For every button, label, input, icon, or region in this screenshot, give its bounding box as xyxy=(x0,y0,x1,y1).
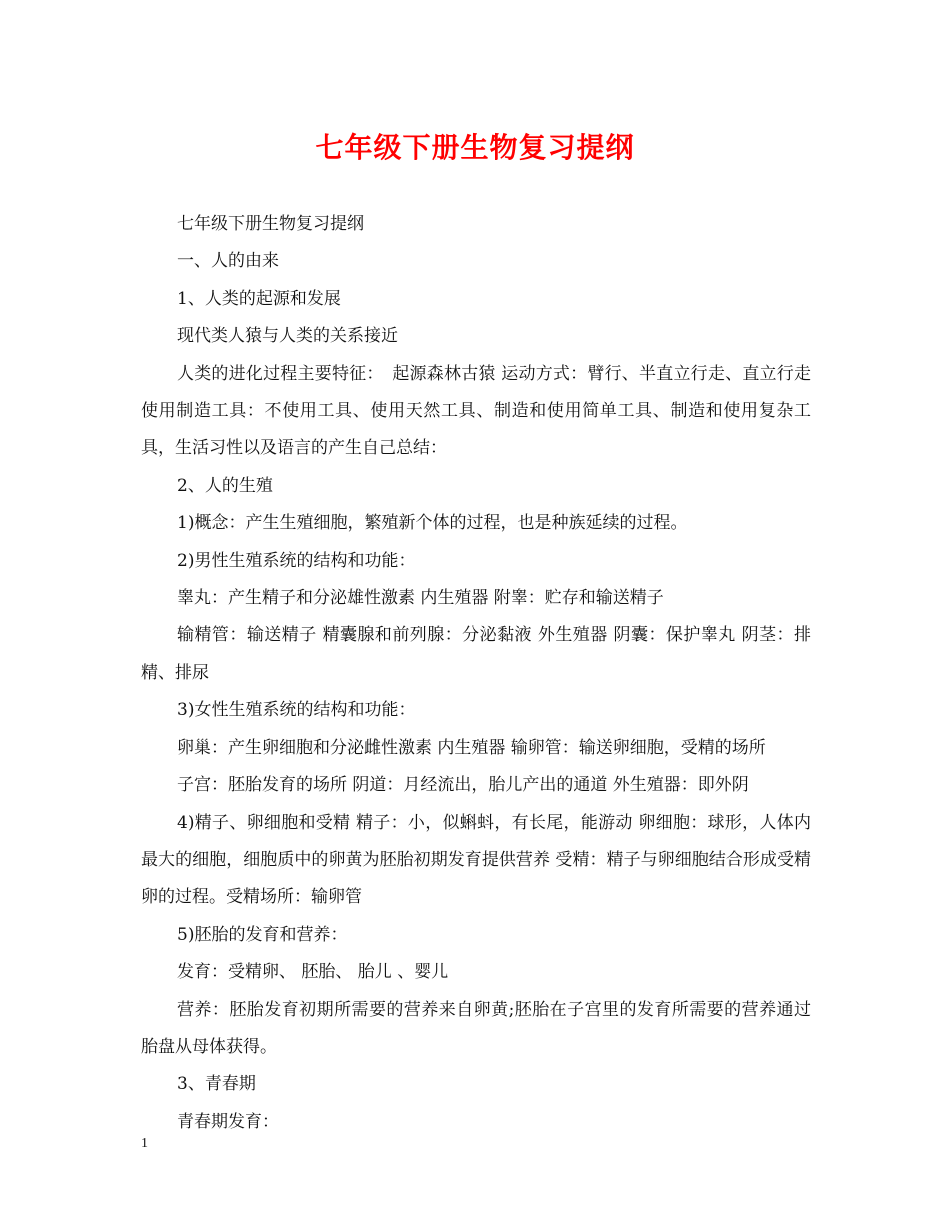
paragraph: 5)胚胎的发育和营养： xyxy=(177,924,348,945)
paragraph: 1、人类的起源和发展 xyxy=(177,288,341,309)
page-number: 1 xyxy=(141,1136,148,1151)
paragraph: 1)概念：产生生殖细胞，繁殖新个体的过程，也是种族延续的过程。 xyxy=(177,513,688,534)
paragraph: 营养：胚胎发育初期所需要的营养来自卵黄;胚胎在子宫里的发育所需要的营养通过胎盘从母体获得。 xyxy=(141,999,811,1057)
paragraph: 3、青春期 xyxy=(177,1074,256,1095)
paragraph: 青春期发育： xyxy=(177,1111,279,1132)
paragraph: 3)女性生殖系统的结构和功能： xyxy=(177,700,416,721)
paragraph: 输精管：输送精子 精囊腺和前列腺：分泌黏液 外生殖器 阴囊：保护睾丸 阴茎：排精、排尿 xyxy=(141,625,811,683)
paragraph: 子宫：胚胎发育的场所 阴道：月经流出，胎儿产出的通道 外生殖器：即外阴 xyxy=(177,775,749,796)
paragraph: 七年级下册生物复习提纲 xyxy=(177,214,364,234)
paragraph: 2、人的生殖 xyxy=(177,475,273,496)
paragraph: 发育：受精卵、 胚胎、 胎儿 、婴儿 xyxy=(177,962,449,983)
paragraph: 2)男性生殖系统的结构和功能： xyxy=(177,550,416,571)
paragraph: 卵巢：产生卵细胞和分泌雌性激素 内生殖器 输卵管：输送卵细胞，受精的场所 xyxy=(177,737,766,758)
paragraph: 4)精子、卵细胞和受精 精子：小，似蝌蚪，有长尾，能游动 卵细胞：球形，人体内最大的细胞，细胞质中的卵黄为胚胎初期发育提供营养 受精：精子与卵细胞结合形成受精卵的过程。受精场所：输卵管 xyxy=(141,812,811,908)
paragraph: 人类的进化过程主要特征： 起源森林古猿 运动方式：臂行、半直立行走、直立行走 使用制造工具：不使用工具、使用天然工具、制造和使用简单工具、制造和使用复杂工具，生活习性以及语言的产生自己总结： xyxy=(141,363,811,459)
document-title: 七年级下册生物复习提纲 xyxy=(315,131,635,164)
paragraph: 睾丸：产生精子和分泌雄性激素 内生殖器 附睾：贮存和输送精子 xyxy=(177,588,664,609)
document-body xyxy=(141,206,811,1141)
paragraph: 一、人的由来 xyxy=(177,251,279,272)
paragraph: 现代类人猿与人类的关系接近 xyxy=(177,326,398,347)
